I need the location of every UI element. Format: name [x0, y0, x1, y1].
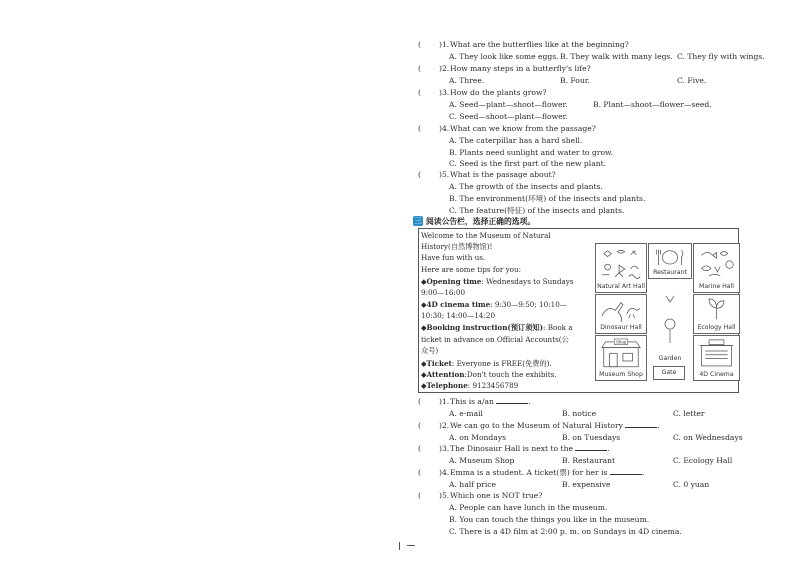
answer-paren[interactable]: ( [418, 170, 421, 179]
opening-time-label: ◆Opening time [421, 277, 482, 286]
garden-label: Garden [658, 355, 682, 362]
option-b[interactable]: B. notice [562, 409, 597, 418]
option-b[interactable]: B. Plant—shoot—flower—seed. [593, 100, 712, 109]
cinema-time-cont: 10:30; 14:00—14:20 [421, 311, 496, 320]
answer-blank[interactable] [575, 450, 607, 451]
attention-value: :Don't touch the exhibits. [464, 370, 557, 379]
option-c[interactable]: C. Ecology Hall [673, 456, 733, 465]
booking-cont-2: 众号) [421, 346, 439, 355]
question-text: How do the plants grow? [450, 88, 547, 97]
telephone-info [421, 381, 518, 391]
attention-info [421, 370, 557, 380]
plant-icon [696, 297, 737, 321]
booking-value: : Book a [543, 323, 573, 332]
option-b[interactable]: B. on Tuesdays [562, 433, 621, 442]
option-c[interactable]: C. letter [673, 409, 705, 418]
shop-sign: Shop [615, 339, 627, 345]
marine-hall-label: Marine Hall [699, 283, 734, 290]
option-a[interactable]: A. They look like some eggs. [449, 52, 559, 61]
option-b[interactable]: B. expensive [562, 480, 611, 489]
restaurant-label: Restaurant [653, 269, 687, 276]
answer-paren[interactable]: ( [418, 468, 421, 477]
cinema-time [421, 300, 567, 310]
dinosaur-hall-label: Dinosaur Hall [600, 324, 642, 331]
answer-paren[interactable]: ( [418, 124, 421, 133]
4d-cinema-label: 4D Cinema [699, 371, 734, 378]
cinema-time-value: : 9:30—9:50; 10:10— [490, 300, 567, 309]
section-instruction: 阅读公告栏，选择正确的选项。 [426, 216, 536, 226]
option-c[interactable]: C. on Wednesdays [673, 433, 743, 442]
option-c[interactable]: C. Seed—shoot—plant—flower. [449, 112, 568, 121]
option-a[interactable]: A. e-mail [449, 409, 483, 418]
booking-label: ◆Booking instruction(预订须知) [421, 323, 543, 332]
question-text: What is the passage about? [450, 170, 556, 179]
page-footer-dash [407, 545, 415, 546]
ticket-info [421, 359, 552, 369]
cinema-building-icon [696, 338, 737, 368]
option-a[interactable]: A. Seed—plant—shoot—flower. [449, 100, 568, 109]
option-a[interactable]: A. Three. [449, 76, 485, 85]
option-b[interactable]: B. The environment(环境) of the insects and plants. [449, 194, 646, 203]
option-a[interactable]: A. The growth of the insects and plants. [449, 182, 603, 191]
option-b[interactable]: B. They walk with many legs. [560, 52, 673, 61]
notice-welcome: Welcome to the Museum of Natural [421, 231, 551, 240]
question-number: )5. [439, 170, 450, 179]
insects-icon [598, 246, 644, 281]
page-footer-bar [399, 542, 400, 550]
question-number: )1. [439, 397, 450, 406]
answer-paren[interactable]: ( [418, 64, 421, 73]
ticket-value: : Everyone is FREE(免费的). [451, 359, 552, 368]
option-a[interactable]: A. Museum Shop [449, 456, 515, 465]
answer-blank[interactable] [496, 403, 528, 404]
telephone-value: : 9123456789 [467, 381, 519, 390]
question-text: What are the butterflies like at the beginning? [450, 40, 629, 49]
question-line [450, 444, 610, 454]
natural-art-hall-label: Natural Art Hall [597, 283, 645, 290]
opening-hours: 9:00—16:00 [421, 288, 466, 297]
question-number: )4. [439, 468, 450, 477]
question-text: We can go to the Museum of Natural History [450, 421, 623, 430]
question-number: )3. [439, 444, 450, 453]
ecology-hall [693, 294, 740, 334]
question-text: Which one is NOT true? [450, 491, 543, 500]
option-c[interactable]: C. 0 yuan [673, 480, 710, 489]
answer-blank[interactable] [610, 474, 642, 475]
notice-have-fun: Have fun with us. [421, 253, 486, 262]
option-b[interactable]: B. Restaurant [562, 456, 616, 465]
museum-shop-label: Museum Shop [599, 371, 643, 378]
answer-paren[interactable]: ( [418, 444, 421, 453]
attention-label: ◆Attention [421, 370, 465, 379]
section-header [413, 215, 535, 227]
marine-hall [693, 243, 740, 293]
question-number: )1. [439, 40, 450, 49]
museum-shop [595, 335, 647, 381]
question-line [450, 468, 644, 478]
question-number: )5. [439, 491, 450, 500]
answer-paren[interactable]: ( [418, 421, 421, 430]
telephone-label: ◆Telephone [421, 381, 468, 390]
notice-tips: Here are some tips for you: [421, 265, 522, 274]
option-c[interactable]: C. Seed is the first part of the new plant. [449, 159, 607, 168]
garden-area [648, 280, 692, 368]
question-text: This is a/an [450, 397, 494, 406]
answer-paren[interactable]: ( [418, 40, 421, 49]
restaurant [648, 243, 692, 279]
museum-map [595, 240, 740, 382]
4d-cinema [693, 335, 740, 381]
section-number-icon: 三 [414, 216, 422, 225]
answer-blank[interactable] [625, 427, 657, 428]
option-a[interactable]: A. on Mondays [449, 433, 507, 442]
answer-paren[interactable]: ( [418, 397, 421, 406]
gate [653, 366, 685, 380]
dinosaur-hall [595, 294, 647, 334]
question-end: . [607, 444, 610, 453]
question-text: How many steps in a butterfly's life? [450, 64, 591, 73]
option-a[interactable]: A. half price [449, 480, 497, 489]
option-c[interactable]: C. They fly with wings. [677, 52, 765, 61]
option-c[interactable]: C. The feature(特征) of the insects and plants. [449, 206, 625, 215]
gate-label: Gate [661, 369, 677, 376]
question-text: Emma is a student. A ticket(票) for her is [450, 468, 608, 477]
shop-building-icon [598, 338, 644, 369]
option-b[interactable]: B. You can touch the things you like in the museum. [449, 515, 650, 524]
option-a[interactable]: A. People can have lunch in the museum. [449, 503, 608, 512]
ticket-label: ◆Ticket [421, 359, 452, 368]
natural-art-hall [595, 243, 647, 293]
sea-animals-icon [696, 246, 737, 280]
answer-paren[interactable]: ( [418, 88, 421, 97]
option-c[interactable]: C. There is a 4D film at 2:00 p. m. on Sundays in 4D cinema. [449, 527, 682, 536]
opening-time [421, 277, 574, 287]
question-text: What can we know from the passage? [450, 124, 596, 133]
option-c[interactable]: C. Five. [677, 76, 707, 85]
question-line [450, 397, 531, 407]
question-number: )4. [439, 124, 450, 133]
option-a[interactable]: A. The caterpillar has a hard shell. [449, 136, 583, 145]
question-number: )3. [439, 88, 450, 97]
question-end: . [657, 421, 660, 430]
ecology-hall-label: Ecology Hall [697, 324, 736, 331]
booking-instruction [421, 323, 573, 333]
question-line [450, 421, 660, 431]
booking-cont: ticket in advance on Official Accounts(公 [421, 335, 569, 344]
option-b[interactable]: B. Plants need sunlight and water to grow. [449, 148, 614, 157]
tree-icon [660, 290, 680, 350]
cutlery-icon [651, 246, 689, 269]
question-end: . [641, 468, 645, 477]
question-end: . [528, 397, 531, 406]
dinosaur-icon [598, 297, 644, 322]
opening-time-value: : Wednesdays to Sundays [481, 277, 574, 286]
question-text: The Dinosaur Hall is next to the [450, 444, 573, 453]
cinema-time-label: ◆4D cinema time [421, 300, 491, 309]
question-number: )2. [439, 421, 450, 430]
answer-paren[interactable]: ( [418, 491, 421, 500]
question-number: )2. [439, 64, 450, 73]
option-b[interactable]: B. Four. [560, 76, 590, 85]
notice-museum-name: History(自然博物馆)! [421, 242, 493, 251]
